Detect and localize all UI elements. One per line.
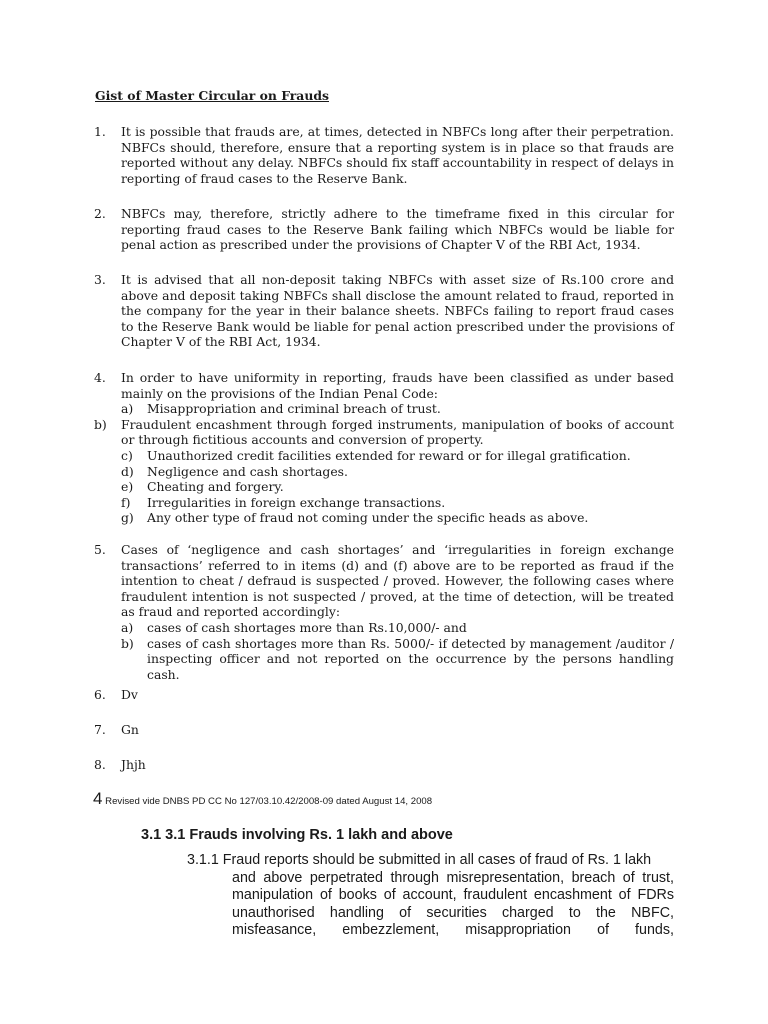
sub-item xyxy=(121,636,674,683)
sub-item-label: a) xyxy=(121,401,134,417)
sub-item xyxy=(121,448,674,464)
sub-item-text: Irregularities in foreign exchange transactions. xyxy=(147,494,446,510)
item-number: 4. xyxy=(94,370,106,385)
sub-item-label: b) xyxy=(94,416,107,432)
sub-item-label: d) xyxy=(121,463,134,479)
section-paragraph xyxy=(187,852,674,940)
item-number: 6. xyxy=(94,687,106,702)
sub-item-text: Cheating and forgery. xyxy=(147,479,284,495)
document-title: Gist of Master Circular on Frauds xyxy=(95,88,329,103)
list-item xyxy=(94,370,674,526)
sub-item-label: c) xyxy=(121,447,133,463)
item-text: It is possible that frauds are, at times, detected in NBFCs long after their perpetration. NBFCs should, therefore, ensure that a reporting system is in place so that frauds are reported without any delay. NBFCs should fix staff accountability in respect of delays in reporting of fraud cases to the Reserve Bank. xyxy=(121,124,674,186)
list-item xyxy=(94,757,674,773)
footnote xyxy=(93,789,432,809)
item-number: 7. xyxy=(94,722,106,737)
paragraph-lead: Fraud reports should be submitted in all cases of fraud of Rs. 1 lakh xyxy=(222,852,652,868)
sub-item xyxy=(121,464,674,480)
item-text: It is advised that all non-deposit taking NBFCs with asset size of Rs.100 crore and above and deposit taking NBFCs shall disclose the amount related to fraud, reported in the company for the year in their balance sheets. NBFCs failing to report fraud cases to the Reserve Bank would be liable for penal action prescribed under the provisions of Chapter V of the RBI Act, 1934. xyxy=(121,272,674,350)
sub-item-label: f) xyxy=(121,494,131,510)
sub-item-label: a) xyxy=(121,619,134,635)
section-heading: 3.1 3.1 Frauds involving Rs. 1 lakh and above xyxy=(141,827,453,843)
item-text: Jhjh xyxy=(121,757,146,772)
sub-item-label: b) xyxy=(121,635,134,651)
sub-item xyxy=(121,510,674,526)
list-item xyxy=(94,206,674,253)
sub-item-label: e) xyxy=(121,479,134,495)
footnote-text: Revised vide DNBS PD CC No 127/03.10.42/2008-09 dated August 14, 2008 xyxy=(105,796,433,807)
sub-item-text: Any other type of fraud not coming under the specific heads as above. xyxy=(147,510,589,526)
item-text: Dv xyxy=(121,687,138,702)
sub-item-text: Fraudulent encashment through forged instruments, manipulation of books of account or through fictitious accounts and conversion of property. xyxy=(121,416,674,448)
sub-item-text: cases of cash shortages more than Rs.10,000/- and xyxy=(147,619,467,635)
sub-item-label: g) xyxy=(121,510,134,526)
item-text: NBFCs may, therefore, strictly adhere to the timeframe fixed in this circular for reporting fraud cases to the Reserve Bank failing which NBFCs would be liable for penal action as prescribed under the provisions of Chapter V of the RBI Act, 1934. xyxy=(121,206,674,253)
item-number: 3. xyxy=(94,272,106,287)
item-number: 1. xyxy=(94,124,106,139)
sub-item-text: Unauthorized credit facilities extended for reward or for illegal gratification. xyxy=(147,447,631,463)
list-item xyxy=(94,272,674,350)
list-item xyxy=(94,722,674,738)
sub-item xyxy=(121,495,674,511)
item-number: 5. xyxy=(94,542,106,557)
sub-item xyxy=(121,479,674,495)
sub-item xyxy=(121,620,674,636)
paragraph-number: 3.1.1 xyxy=(187,852,219,868)
footnote-mark: 4 xyxy=(93,789,103,808)
item-number: 2. xyxy=(94,206,106,221)
sub-item xyxy=(121,401,674,417)
item-text: Cases of ‘negligence and cash shortages’ and ‘irregularities in foreign exchange transactions’ referred to in items (d) and (f) above are to be reported as fraud if the intention to cheat / defraud is suspected / proved. However, the following cases where fraudulent intention is not suspected / proved, at the time of detection, will be treated as fraud and reported accordingly: xyxy=(121,542,674,620)
paragraph-text: and above perpetrated through misrepresentation, breach of trust, manipulation of books of account, fraudulent encashment of FDRs unauthorised handling of securities charged to the NBFC, misfeasance, embezzlement, misappropriation of funds, xyxy=(232,869,674,939)
list-item xyxy=(94,124,674,186)
item-text: Gn xyxy=(121,722,139,737)
item-number: 8. xyxy=(94,757,106,772)
sub-item-text: Negligence and cash shortages. xyxy=(147,463,348,479)
item-text: In order to have uniformity in reporting, frauds have been classified as under based mainly on the provisions of the Indian Penal Code: xyxy=(121,370,674,401)
sub-item xyxy=(94,417,674,448)
list-item xyxy=(94,542,674,682)
sub-item-text: Misappropriation and criminal breach of trust. xyxy=(147,401,441,417)
list-item xyxy=(94,687,674,703)
sub-item-text: cases of cash shortages more than Rs. 5000/- if detected by management /auditor / inspecting officer and not reported on the occurrence by the persons handling cash. xyxy=(147,635,674,682)
